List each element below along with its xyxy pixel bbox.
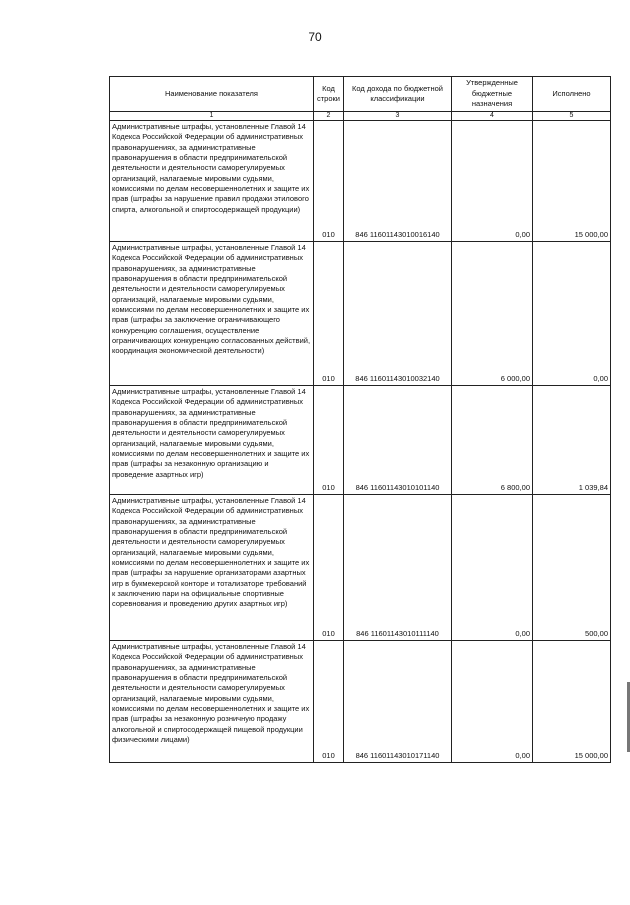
line-code: 010 <box>314 242 344 386</box>
indicator-name: Административные штрафы, установленные Главой 14 Кодекса Российской Федерации об административных правонарушениях, за административные правонарушения в области предпринимательской деятельности и деятельности саморегулируемых организаций, налагаемые мировыми судьями, комиссиями по делам несовершеннолетних и защите их прав (штрафы за нарушение организаторами азартных игр в букмекерской конторе и тотализаторе требований к заключению пари на официальные спортивные соревнования и проведению других азартных игр) <box>110 495 314 641</box>
line-code: 010 <box>314 386 344 495</box>
header-approved: Утвержденные бюджетные назначения <box>452 77 533 112</box>
page-number: 70 <box>308 30 322 44</box>
line-code: 010 <box>314 641 344 763</box>
budget-execution-table <box>109 76 611 763</box>
approved-amount: 6 000,00 <box>452 242 533 386</box>
table-row <box>110 242 611 386</box>
income-code: 846 11601143010171140 <box>344 641 452 763</box>
header-indicator-name: Наименование показателя <box>110 77 314 112</box>
income-code: 846 11601143010111140 <box>344 495 452 641</box>
column-number: 3 <box>344 112 452 121</box>
indicator-name: Административные штрафы, установленные Главой 14 Кодекса Российской Федерации об административных правонарушениях, за административные правонарушения в области предпринимательской деятельности и деятельности саморегулируемых организаций, налагаемые мировыми судьями, комиссиями по делам несовершеннолетних и защите их прав (штрафы за незаконную организацию и проведение азартных игр) <box>110 386 314 495</box>
approved-amount: 0,00 <box>452 495 533 641</box>
table-header-row <box>110 77 611 112</box>
income-code: 846 11601143010101140 <box>344 386 452 495</box>
line-code: 010 <box>314 121 344 242</box>
line-code: 010 <box>314 495 344 641</box>
table-row <box>110 386 611 495</box>
column-number: 1 <box>110 112 314 121</box>
executed-amount: 15 000,00 <box>533 121 611 242</box>
column-number: 4 <box>452 112 533 121</box>
approved-amount: 0,00 <box>452 641 533 763</box>
income-code: 846 11601143010016140 <box>344 121 452 242</box>
executed-amount: 1 039,84 <box>533 386 611 495</box>
executed-amount: 0,00 <box>533 242 611 386</box>
table-row <box>110 495 611 641</box>
executed-amount: 500,00 <box>533 495 611 641</box>
header-income-code: Код дохода по бюджетной классификации <box>344 77 452 112</box>
income-code: 846 11601143010032140 <box>344 242 452 386</box>
header-executed: Исполнено <box>533 77 611 112</box>
approved-amount: 0,00 <box>452 121 533 242</box>
executed-amount: 15 000,00 <box>533 641 611 763</box>
indicator-name: Административные штрафы, установленные Главой 14 Кодекса Российской Федерации об административных правонарушениях, за административные правонарушения в области предпринимательской деятельности и деятельности саморегулируемых организаций, налагаемые мировыми судьями, комиссиями по делам несовершеннолетних и защите их прав (штрафы за заключение ограничивающего конкуренцию соглашения, осуществление ограничивающих конкуренцию согласованных действий, координация экономической деятельности) <box>110 242 314 386</box>
table-row <box>110 121 611 242</box>
indicator-name: Административные штрафы, установленные Главой 14 Кодекса Российской Федерации об административных правонарушениях, за административные правонарушения в области предпринимательской деятельности и деятельности саморегулируемых организаций, налагаемые мировыми судьями, комиссиями по делам несовершеннолетних и защите их прав (штрафы за незаконную розничную продажу алкогольной и спиртосодержащей пищевой продукции физическими лицами) <box>110 641 314 763</box>
approved-amount: 6 800,00 <box>452 386 533 495</box>
column-number: 5 <box>533 112 611 121</box>
table-row <box>110 641 611 763</box>
column-number-row <box>110 112 611 121</box>
header-line-code: Код строки <box>314 77 344 112</box>
column-number: 2 <box>314 112 344 121</box>
indicator-name: Административные штрафы, установленные Главой 14 Кодекса Российской Федерации об административных правонарушениях, за административные правонарушения в области предпринимательской деятельности и деятельности саморегулируемых организаций, налагаемые мировыми судьями, комиссиями по делам несовершеннолетних и защите их прав (штрафы за нарушение правил продажи этилового спирта, алкогольной и спиртосодержащей продукции) <box>110 121 314 242</box>
